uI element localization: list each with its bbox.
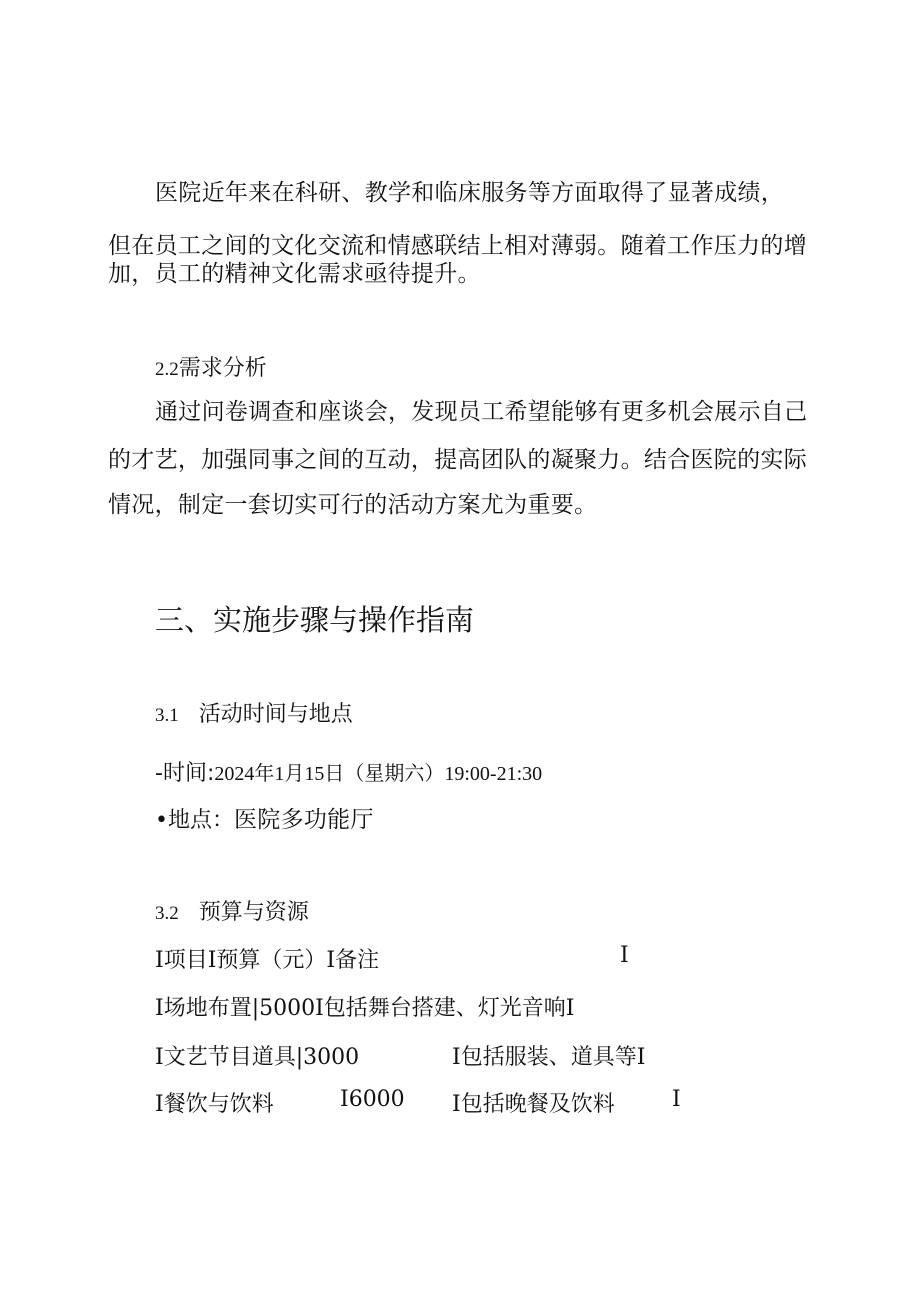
section-heading-3-1	[155, 697, 353, 728]
table-row: I场地布置|5000I包括舞台搭建、灯光音响I	[155, 996, 575, 1021]
section-heading-3-2	[155, 895, 309, 926]
section-heading-3: 三、实施步骤与操作指南	[155, 603, 475, 637]
paragraph-line: 加，员工的精神文化需求亟待提升。	[108, 261, 481, 287]
section-number: 2.2	[155, 359, 179, 380]
table-row: I餐饮与饮料	[155, 1092, 274, 1117]
section-number: 3.2	[155, 903, 179, 924]
section-title: 预算与资源	[198, 900, 309, 925]
place-value: 医院多功能厅	[233, 807, 374, 833]
table-cell: I	[672, 1087, 681, 1112]
paragraph-line: 通过问卷调查和座谈会，发现员工希望能够有更多机会展示自己	[155, 399, 808, 425]
place-label: •地点：	[155, 808, 234, 833]
paragraph-line: 医院近年来在科研、教学和临床服务等方面取得了显著成绩，	[155, 180, 785, 206]
section-heading-2-2	[155, 351, 267, 382]
table-cell: I包括晚餐及饮料	[452, 1092, 615, 1117]
table-row: I文艺节目道具|3000	[155, 1045, 360, 1070]
section-number: 3.1	[155, 705, 179, 726]
time-value: 2024年1月15日（星期六）19:00-21:30	[214, 763, 543, 785]
table-header-end: I	[620, 943, 629, 968]
activity-time	[155, 756, 542, 787]
table-cell: I包括服装、道具等I	[452, 1045, 646, 1070]
paragraph-line: 但在员工之间的文化交流和情感联结上相对薄弱。随着工作压力的增	[108, 233, 807, 259]
table-header: I项目I预算（元）I备注	[155, 948, 380, 973]
paragraph-line: 的才艺，加强同事之间的互动，提高团队的凝聚力。结合医院的实际	[108, 447, 807, 473]
table-cell: I6000	[340, 1087, 405, 1112]
paragraph-line: 情况，制定一套切实可行的活动方案尤为重要。	[108, 492, 598, 518]
section-title: 活动时间与地点	[198, 702, 353, 727]
time-label: -时间:	[155, 761, 215, 786]
section-title: 需求分析	[178, 356, 267, 381]
activity-place	[155, 803, 374, 834]
